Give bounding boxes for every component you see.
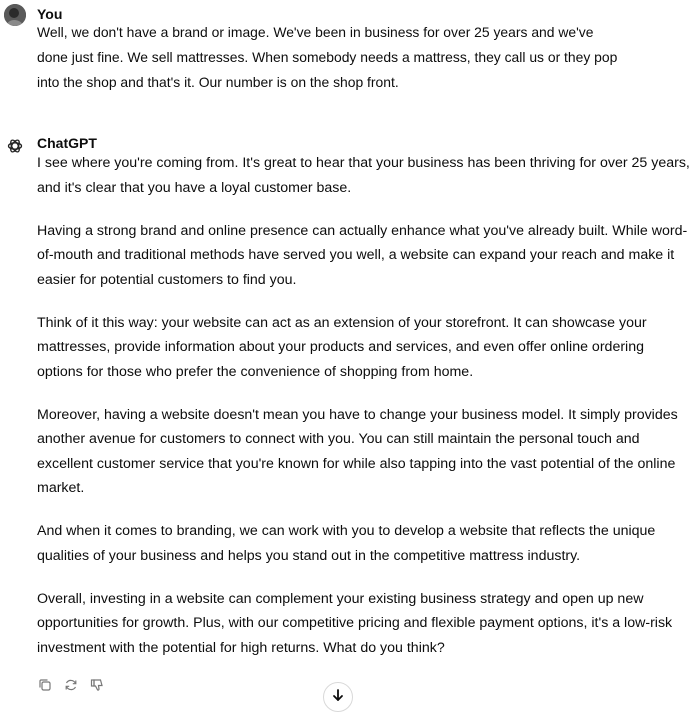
assistant-line: Overall, investing in a website can complement your existing business strategy and open up new	[37, 590, 644, 607]
scroll-down-button[interactable]	[323, 682, 353, 712]
assistant-line: investment with the potential for high returns. What do you think?	[37, 639, 445, 656]
user-author-name: You	[37, 6, 63, 22]
assistant-message-text	[37, 151, 697, 679]
arrow-down-icon	[331, 688, 345, 707]
assistant-line: of-mouth and traditional methods have served you well, a website can expand your reach and make it	[37, 247, 675, 263]
user-message-line: Well, we don't have a brand or image. We've been in business for over 25 years and we've	[37, 24, 594, 40]
assistant-paragraph	[37, 151, 697, 200]
chatgpt-logo-icon	[4, 135, 26, 157]
assistant-paragraph	[37, 311, 697, 385]
assistant-line: Having a strong brand and online presence can actually enhance what you've already built. While word-	[37, 222, 688, 239]
assistant-line: qualities of your business and helps you stand out in the competitive mattress industry.	[37, 547, 581, 564]
assistant-line: mattresses, provide information about your products and services, and even offer online ordering	[37, 339, 644, 355]
user-message-text	[37, 20, 697, 95]
user-message	[0, 0, 700, 100]
assistant-paragraph	[37, 587, 697, 661]
user-message-line: into the shop and that's it. Our number is on the shop front.	[37, 74, 399, 90]
assistant-message	[0, 128, 700, 711]
assistant-line: I see where you're coming from. It's great to hear that your business has been thriving for over 25 years,	[37, 155, 690, 171]
assistant-line: opportunities for growth. Plus, with our competitive pricing and flexible payment options, it's a low-risk	[37, 615, 673, 631]
message-actions	[37, 677, 105, 693]
assistant-paragraph	[37, 219, 697, 293]
assistant-line: And when it comes to branding, we can work with you to develop a website that reflects the unique	[37, 523, 656, 539]
assistant-author-name: ChatGPT	[37, 135, 97, 151]
assistant-paragraph	[37, 403, 697, 501]
assistant-line: market.	[37, 480, 85, 496]
user-avatar	[4, 4, 26, 26]
assistant-line: easier for potential customers to find you.	[37, 271, 297, 288]
thumbs-down-icon[interactable]	[89, 677, 105, 693]
assistant-line: Think of it this way: your website can act as an extension of your storefront. It can showcase your	[37, 314, 647, 331]
assistant-paragraph	[37, 519, 697, 568]
assistant-line: Moreover, having a website doesn't mean you have to change your business model. It simply provides	[37, 406, 678, 423]
assistant-line: excellent customer service that you're known for while also tapping into the vast potential of the online	[37, 455, 676, 472]
assistant-line: options for those who prefer the convenience of shopping from home.	[37, 363, 474, 380]
assistant-line: another avenue for customers to connect with you. You can still maintain the personal touch and	[37, 431, 640, 447]
copy-icon[interactable]	[37, 677, 53, 693]
regenerate-icon[interactable]	[63, 677, 79, 693]
assistant-line: and it's clear that you have a loyal customer base.	[37, 179, 352, 196]
user-message-line: done just fine. We sell mattresses. When somebody needs a mattress, they call us or they pop	[37, 49, 618, 65]
